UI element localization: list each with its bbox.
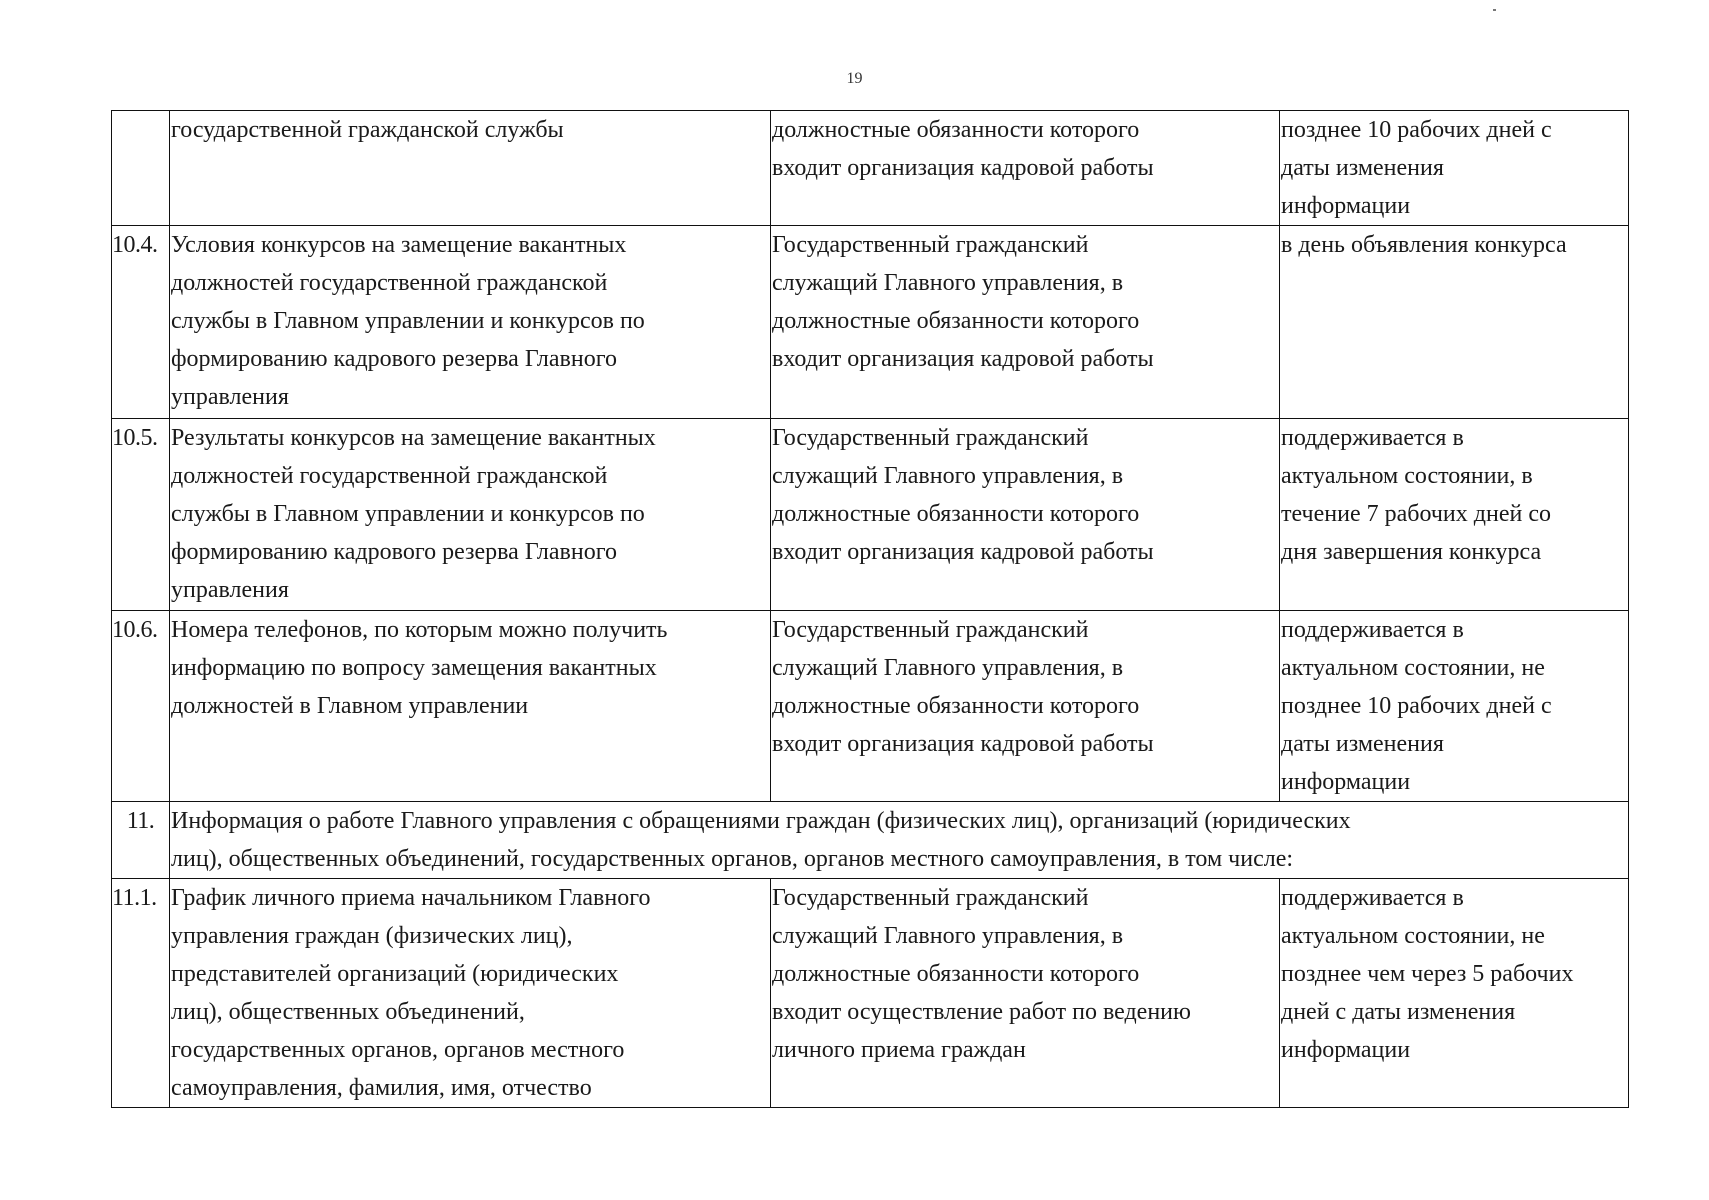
deadline-cell <box>1280 611 1629 802</box>
responsible-text: Государственный гражданский служащий Главного управления, в должностные обязанности которого входит организация кадровой работы <box>772 617 1154 757</box>
info-text: государственной гражданской службы <box>171 117 564 143</box>
deadline-cell <box>1280 111 1629 226</box>
responsible-cell <box>771 611 1280 802</box>
info-text: График личного приема начальником Главного управления граждан (физических лиц), представителей организаций (юридических лиц), общественных объединений, государственных органов, органов местного самоуправления, фамилия, имя, отчество <box>171 885 651 1101</box>
row-number <box>112 111 170 226</box>
deadline-text: поддерживается в актуальном состоянии, не позднее чем через 5 рабочих дней с даты изменения информации <box>1281 885 1574 1063</box>
responsible-text: Государственный гражданский служащий Главного управления, в должностные обязанности которого входит осуществление работ по ведению личного приема граждан <box>772 885 1191 1063</box>
deadline-text: поддерживается в актуальном состоянии, не позднее 10 рабочих дней с даты изменения информации <box>1281 617 1552 795</box>
deadline-cell <box>1280 419 1629 611</box>
info-cell <box>170 111 771 226</box>
deadline-text: поддерживается в актуальном состоянии, в течение 7 рабочих дней со дня завершения конкурса <box>1281 425 1551 565</box>
scan-speck <box>1493 9 1496 11</box>
deadline-text: позднее 10 рабочих дней с даты изменения информации <box>1281 117 1552 219</box>
responsible-text: Государственный гражданский служащий Главного управления, в должностные обязанности которого входит организация кадровой работы <box>772 425 1154 565</box>
row-number: 11.1. <box>112 879 170 1108</box>
info-text: Номера телефонов, по которым можно получить информацию по вопросу замещения вакантных должностей в Главном управлении <box>171 617 668 719</box>
row-number: 10.5. <box>112 419 170 611</box>
table-row <box>112 226 1629 419</box>
table-row <box>112 419 1629 611</box>
info-cell <box>170 226 771 419</box>
section-heading-cell <box>170 802 1629 879</box>
responsible-cell <box>771 879 1280 1108</box>
deadline-cell <box>1280 226 1629 419</box>
row-number: 10.6. <box>112 611 170 802</box>
section-row <box>112 802 1629 879</box>
responsible-text: должностные обязанности которого входит организация кадровой работы <box>772 117 1154 181</box>
deadline-cell <box>1280 879 1629 1108</box>
section-number: 11. <box>112 802 170 879</box>
row-number: 10.4. <box>112 226 170 419</box>
section-heading-text: Информация о работе Главного управления с обращениями граждан (физических лиц), организаций (юридических лиц), общественных объединений, государственных органов, органов местного самоуправления, в том числе: <box>171 808 1351 872</box>
info-cell <box>170 879 771 1108</box>
information-table <box>111 110 1629 1108</box>
deadline-text: в день объявления конкурса <box>1281 232 1567 258</box>
responsible-cell <box>771 111 1280 226</box>
table-row <box>112 611 1629 802</box>
info-cell <box>170 419 771 611</box>
responsible-cell <box>771 226 1280 419</box>
info-cell <box>170 611 771 802</box>
info-text: Условия конкурсов на замещение вакантных должностей государственной гражданской службы в Главном управлении и конкурсов по формированию кадрового резерва Главного управления <box>171 232 645 410</box>
table-row <box>112 879 1629 1108</box>
table-row <box>112 111 1629 226</box>
responsible-cell <box>771 419 1280 611</box>
page-number: 19 <box>846 70 863 87</box>
responsible-text: Государственный гражданский служащий Главного управления, в должностные обязанности которого входит организация кадровой работы <box>772 232 1154 372</box>
info-text: Результаты конкурсов на замещение вакантных должностей государственной гражданской службы в Главном управлении и конкурсов по формированию кадрового резерва Главного управления <box>171 425 656 603</box>
